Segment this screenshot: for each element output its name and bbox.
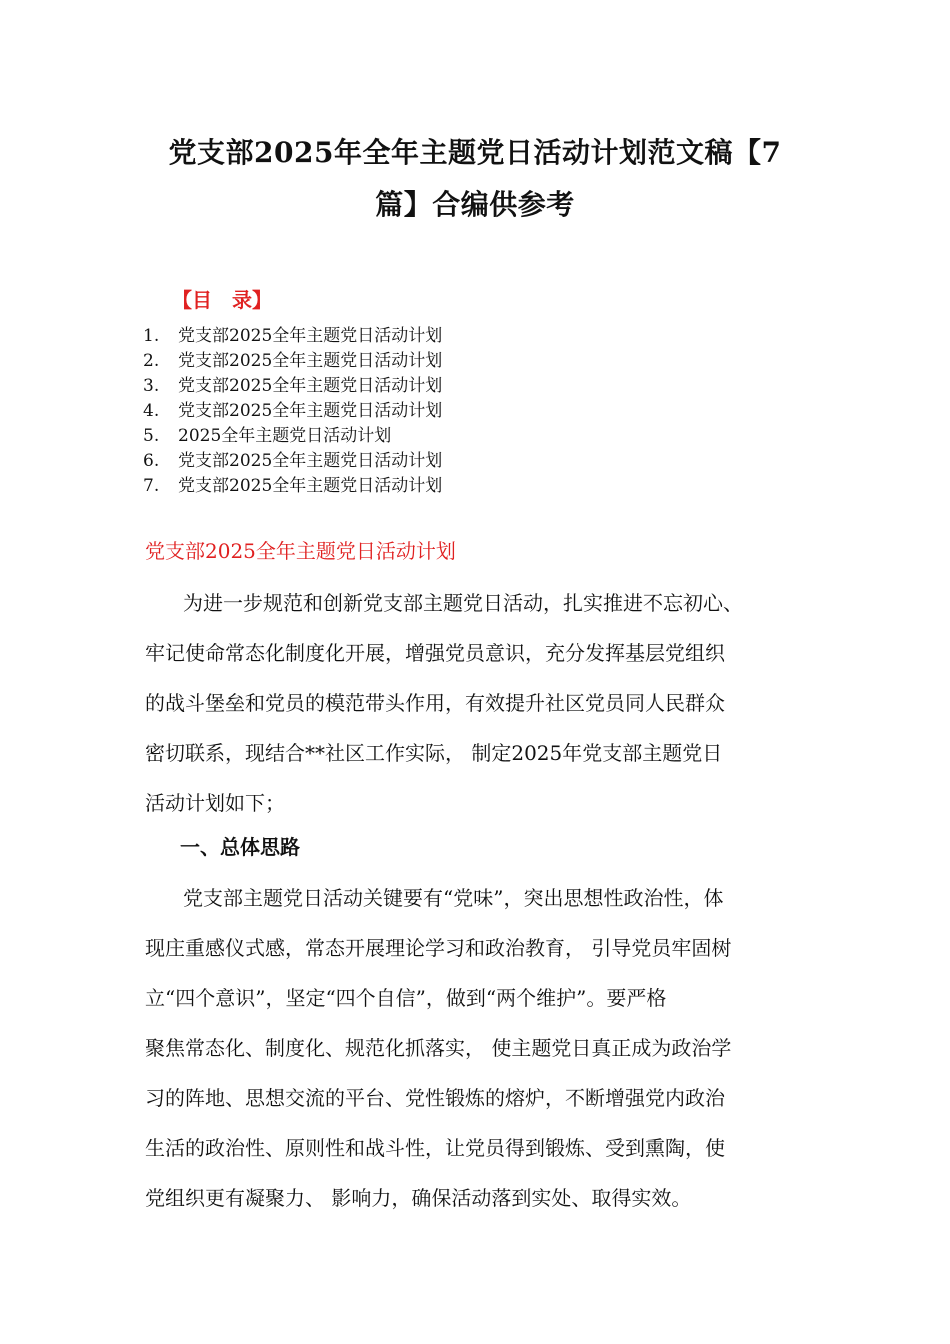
- toc-item[interactable]: [143, 449, 442, 474]
- paragraph-line: 的战斗堡垒和党员的模范带头作用，有效提升社区党员同人民群众: [145, 691, 725, 715]
- document-title-line-1: 党支部2025年全年主题党日活动计划范文稿【7: [168, 136, 782, 169]
- paragraph-line: 聚焦常态化、制度化、规范化抓落实， 使主题党日真正成为政治学: [145, 1036, 732, 1060]
- toc-item[interactable]: [143, 374, 442, 399]
- toc-item-text: 党支部2025全年主题党日活动计划: [178, 451, 443, 471]
- toc-item-number: 7.: [143, 476, 160, 496]
- paragraph-line: 党支部主题党日活动关键要有“党味”，突出思想性政治性，体: [183, 886, 724, 910]
- toc-item-text: 党支部2025全年主题党日活动计划: [178, 401, 443, 421]
- intro-paragraph: [145, 578, 810, 828]
- toc-item[interactable]: [143, 399, 442, 424]
- toc-item-number: 5.: [143, 426, 160, 446]
- paragraph-line: 党组织更有凝聚力、 影响力，确保活动落到实处、取得实效。: [145, 1186, 692, 1210]
- paragraph-line: 密切联系，现结合**社区工作实际， 制定2025年党支部主题党日: [145, 741, 723, 765]
- toc-item[interactable]: [143, 349, 442, 374]
- paragraph-line: 生活的政治性、原则性和战斗性，让党员得到锻炼、受到熏陶，使: [145, 1136, 725, 1160]
- paragraph-line: 活动计划如下；: [145, 791, 285, 815]
- toc-item-text: 党支部2025全年主题党日活动计划: [178, 326, 443, 346]
- toc-item[interactable]: [143, 324, 442, 349]
- paragraph-line: 现庄重感仪式感，常态开展理论学习和政治教育， 引导党员牢固树: [145, 936, 732, 960]
- toc-item-number: 2.: [143, 351, 160, 371]
- toc-item-number: 3.: [143, 376, 160, 396]
- toc-item-number: 4.: [143, 401, 160, 421]
- toc-item-number: 6.: [143, 451, 160, 471]
- overall-approach-paragraph: [145, 873, 810, 1223]
- toc-heading: 【目 录】: [172, 288, 272, 312]
- document-title-line-2: 篇】合编供参考: [375, 188, 575, 221]
- section-heading: 党支部2025全年主题党日活动计划: [145, 539, 456, 563]
- toc-item-text: 党支部2025全年主题党日活动计划: [178, 351, 443, 371]
- paragraph-line: 立“四个意识”，坚定“四个自信”，做到“两个维护”。要严格: [145, 986, 667, 1010]
- toc-item-number: 1.: [143, 326, 160, 346]
- toc-item-text: 党支部2025全年主题党日活动计划: [178, 476, 443, 496]
- table-of-contents: [143, 324, 442, 499]
- paragraph-line: 为进一步规范和创新党支部主题党日活动，扎实推进不忘初心、: [183, 591, 743, 615]
- paragraph-line: 牢记使命常态化制度化开展，增强党员意识，充分发挥基层党组织: [145, 641, 725, 665]
- toc-item[interactable]: [143, 474, 442, 499]
- toc-item-text: 2025全年主题党日活动计划: [178, 426, 392, 446]
- toc-item[interactable]: [143, 424, 442, 449]
- paragraph-line: 习的阵地、思想交流的平台、党性锻炼的熔炉，不断增强党内政治: [145, 1086, 725, 1110]
- subsection-heading: 一、总体思路: [180, 835, 300, 859]
- toc-item-text: 党支部2025全年主题党日活动计划: [178, 376, 443, 396]
